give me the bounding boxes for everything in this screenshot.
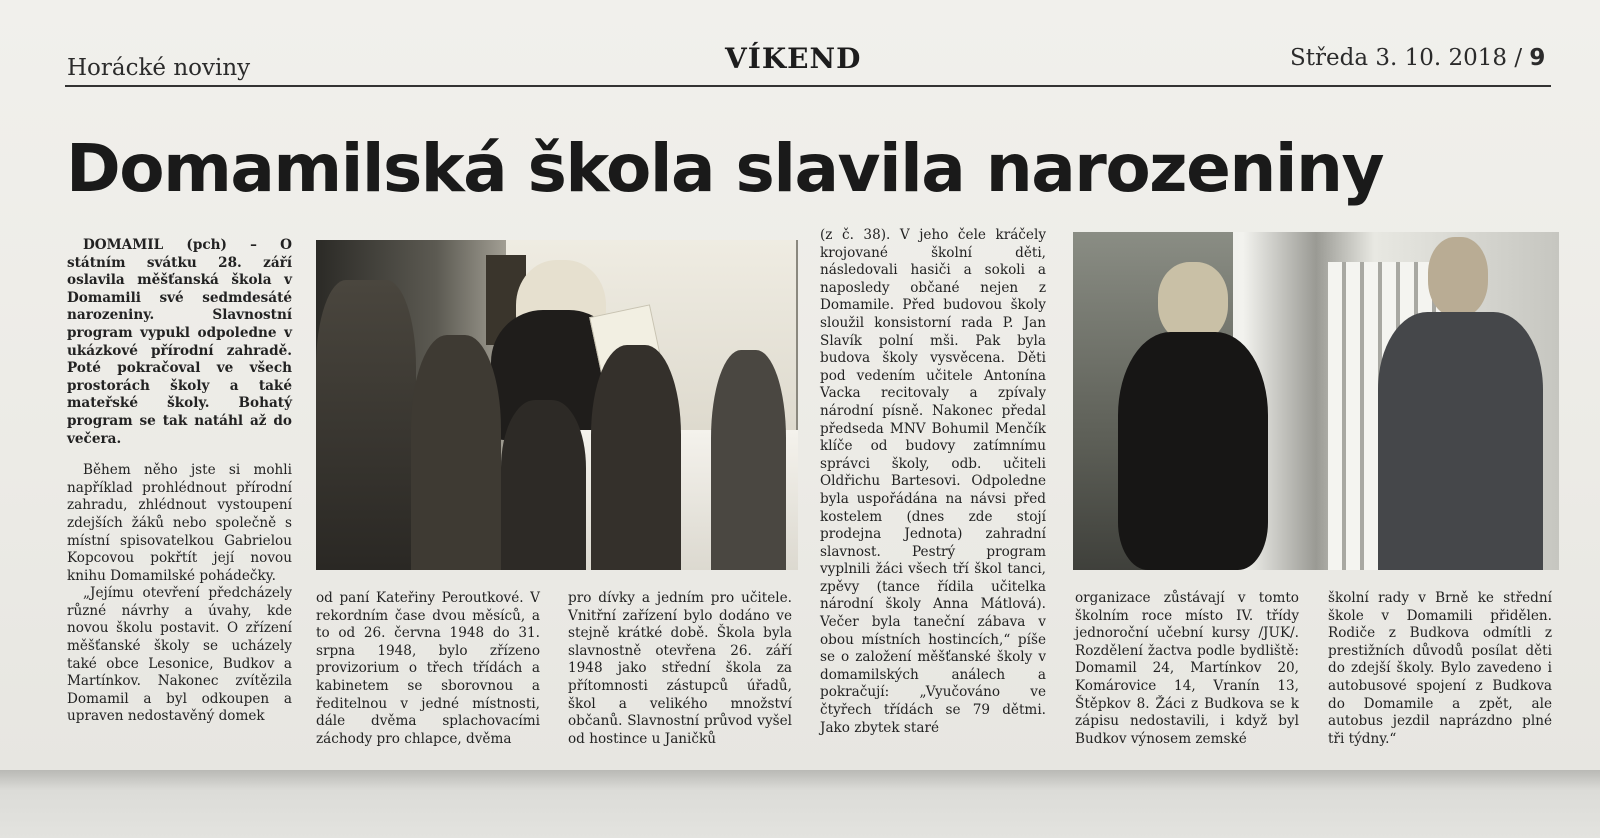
photo-child (501, 400, 586, 570)
header-rule (65, 85, 1551, 87)
paragraph: školní rady v Brně ke střední škole v Domamili přidělen. Rodiče z Budkova odmítli z prestižních důvodů posílat děti do zdejší školy. Bylo zavedeno i autobusové spojení z Budkova do Domamile a zpět, ale autobus jezdil naprázdno plné tři týdny.“ (1328, 590, 1552, 747)
photo-man-head (1428, 237, 1488, 317)
photo-children-left (316, 280, 416, 570)
article-column-3 (568, 590, 792, 748)
newspaper-name: Horácké noviny (67, 55, 251, 81)
article-column-4 (820, 227, 1046, 737)
photo-man-suit (1378, 312, 1543, 570)
photo-child (711, 350, 786, 570)
photo-woman-head (1158, 262, 1228, 342)
date-text: Středa 3. 10. 2018 / (1290, 45, 1530, 71)
article-lead: DOMAMIL (pch) – O státním svátku 28. září oslavila měšťanská škola v Domamili své sedmdesáté narozeniny. Slavnostní program vypukl odpoledne v ukázkové přírodní zahradě. Poté pokračoval ve všech prostorách školy a také mateřské školy. Bohatý program se tak natáhl až do večera. (67, 237, 292, 447)
photo-woman-dress (1118, 332, 1268, 570)
photo-child (591, 345, 681, 570)
paragraph: „Jejímu otevření předcházely různé návrhy a úvahy, kde novou školu postavit. O zřízení měšťanské školy se ucházely také obce Lesonice, Budkov a Martínkov. Nakonec zvítězila Domamil a byl odkoupen a upraven nedostavěný domek (67, 585, 292, 725)
paragraph: Během něho jste si mohli například prohlédnout přírodní zahradu, zhlédnout vystoupení zdejších žáků nebo společně s místní spisovatelkou Gabrielou Kopcovou pokřtít její novou knihu Domamilské pohádečky. (67, 462, 292, 584)
paragraph: organizace zůstávají v tomto školním roce místo IV. třídy jednoroční učební kursy /JUK/. Rozdělení žactva podle bydliště: Domamil 24, Martínkov 20, Komárovice 14, Vranín 13, Štěpkov 8. Žáci z Budkova se k zápisu nedostavili, i když byl Budkov výnosem zemské (1075, 590, 1299, 747)
photo-child (411, 335, 501, 570)
paragraph: pro dívky a jedním pro učitele. Vnitřní zařízení bylo dodáno ve stejně krátké době. Škola byla slavnostně otevřena 26. září 1948 jako střední škola za přítomnosti zástupců úřadů, škol a velikého množství občanů. Slavnostní průvod vyšel od hostince u Janičků (568, 590, 792, 747)
article-headline: Domamilská škola slavila narozeniny (66, 130, 1383, 207)
section-title: VÍKEND (725, 42, 862, 75)
article-column-5 (1075, 590, 1299, 748)
paragraph: od paní Kateřiny Peroutkové. V rekordním čase dvou měsíců, a to od 26. června 1948 do 31. srpna 1948, bylo zřízeno provizorium o třech třídách a kabinetem se sborovnou a ředitelnou v jedné místnosti, dále dvěma splachovacími záchody pro chlapce, dvěma (316, 590, 540, 747)
article-column-6 (1328, 590, 1552, 748)
page-number: 9 (1529, 45, 1546, 71)
issue-date (1290, 45, 1545, 71)
article-column-2 (316, 590, 540, 748)
paragraph: (z č. 38). V jeho čele kráčely krojované školní děti, následovali hasiči a sokoli a naposledy občané nejen z Domamile. Před budovou školy sloužil konsistorní rada P. Jan Slavík polní mši. Pak byla budova školy vysvěcena. Děti pod vedením učitele Antonína Vacka recitovaly a zpívaly národní písně. Nakonec předal předseda MNV Bohumil Menčík klíče od budovy zatímnímu správci školy, odb. učiteli Oldřichu Bartesovi. Odpoledne byla uspořádána na návsi před kostelem (dnes zde stojí prodejna Jednota) zahradní slavnost. Pestrý program vyplnili žáci všech tří škol tanci, zpěvy (tance řídila učitelka národní školy Anna Mátlová). Večer byla taneční zábava v obou místních hostincích,“ píše se o založení měšťanské školy v domamilských análech a pokračují: „Vyučováno ve čtyřech třídách se 79 dětmi. Jako zbytek staré (820, 227, 1046, 736)
page-bottom-shadow (0, 770, 1600, 838)
article-column-1 (67, 237, 292, 726)
photo-speakers (1073, 232, 1559, 570)
photo-children-ceremony (316, 240, 798, 570)
